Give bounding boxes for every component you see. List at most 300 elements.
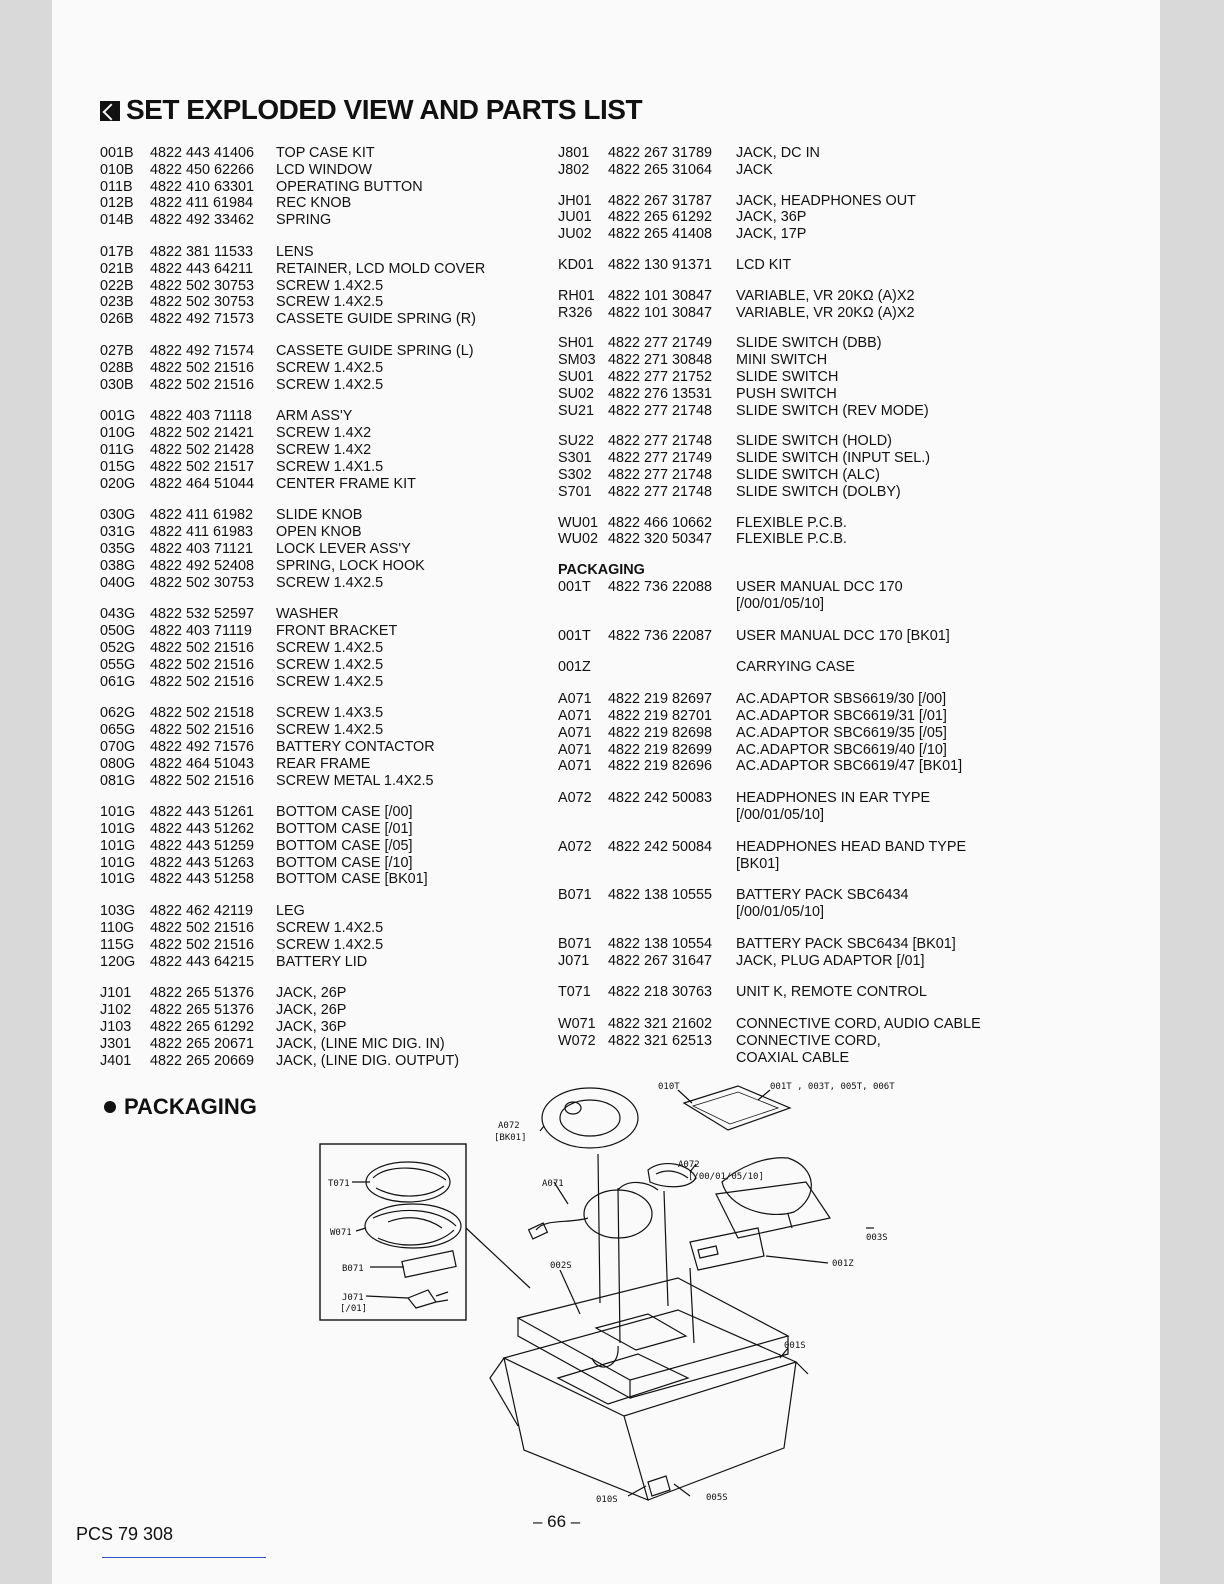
parts-group	[100, 705, 530, 789]
part-code: 4822 502 21516	[150, 639, 255, 656]
part-description: CONNECTIVE CORD,	[736, 1033, 881, 1050]
part-code: 4822 502 21516	[150, 673, 255, 690]
label-a072-bk01-variant: [BK01]	[494, 1133, 527, 1143]
part-description: SLIDE SWITCH (REV MODE)	[736, 402, 929, 419]
parts-row	[100, 623, 530, 640]
part-code: 4822 277 21749	[608, 450, 713, 467]
part-ref: 120G	[100, 953, 136, 970]
part-ref: 027B	[100, 342, 134, 359]
label-010s: 010S	[596, 1495, 618, 1505]
part-description: BOTTOM CASE [/05]	[276, 837, 413, 854]
parts-row	[558, 628, 1018, 645]
parts-row	[558, 790, 1018, 807]
part-ref: SM03	[558, 352, 596, 369]
parts-row	[558, 579, 1018, 596]
part-ref: 031G	[100, 524, 136, 541]
parts-row	[558, 162, 1018, 179]
parts-row	[558, 450, 1018, 467]
part-code: 4822 219 82698	[608, 724, 713, 741]
parts-row	[100, 575, 530, 592]
parts-row-continuation: [/00/01/05/10]	[736, 595, 825, 612]
parts-group	[558, 335, 1018, 419]
part-code: 4822 443 51263	[150, 854, 255, 871]
part-description: SCREW 1.4X2.5	[276, 574, 384, 591]
part-description: HEADPHONES HEAD BAND TYPE	[736, 838, 967, 855]
parts-group	[558, 936, 1018, 970]
part-description: JACK, 26P	[276, 1002, 347, 1019]
parts-list-left	[100, 145, 530, 1084]
part-description: CASSETE GUIDE SPRING (R)	[276, 311, 476, 328]
parts-row	[100, 705, 530, 722]
label-a072: A072	[678, 1160, 700, 1170]
part-ref: 020G	[100, 475, 136, 492]
part-description: SLIDE SWITCH (ALC)	[736, 466, 880, 483]
part-description: FRONT BRACKET	[276, 623, 398, 640]
part-ref: 043G	[100, 606, 136, 623]
part-code: 4822 219 82699	[608, 741, 713, 758]
part-code: 4822 218 30763	[608, 984, 713, 1001]
part-ref: 012B	[100, 195, 134, 212]
part-code: 4822 242 50084	[608, 838, 713, 855]
part-description: PUSH SWITCH	[736, 385, 837, 402]
parts-group	[558, 887, 1018, 921]
part-ref: SU22	[558, 433, 594, 450]
parts-row	[100, 195, 530, 212]
part-description: SCREW 1.4X2.5	[276, 294, 384, 311]
parts-row	[558, 887, 1018, 904]
part-code: 4822 443 51258	[150, 871, 255, 888]
parts-row	[100, 179, 530, 196]
part-description: CASSETE GUIDE SPRING (L)	[276, 342, 474, 359]
parts-row	[558, 335, 1018, 352]
part-code: 4822 410 63301	[150, 178, 255, 195]
carrying-case-drawing	[716, 1182, 830, 1238]
part-description: FLEXIBLE P.C.B.	[736, 531, 847, 548]
parts-row	[100, 640, 530, 657]
part-ref: 011B	[100, 178, 133, 195]
part-description: SCREW 1.4X2	[276, 425, 372, 442]
part-ref: 061G	[100, 673, 136, 690]
part-ref: B071	[558, 935, 592, 952]
part-description: SCREW 1.4X3.5	[276, 705, 384, 722]
part-code: 4822 130 91371	[608, 256, 713, 273]
parts-row	[558, 659, 1018, 676]
part-ref: J103	[100, 1019, 132, 1036]
part-description: SLIDE SWITCH (DOLBY)	[736, 483, 901, 500]
parts-group	[100, 903, 530, 970]
parts-row	[100, 360, 530, 377]
part-description: HEADPHONES IN EAR TYPE	[736, 790, 931, 807]
part-code: 4822 411 61983	[150, 524, 253, 541]
part-description: JACK, 36P	[736, 209, 807, 226]
part-code: 4822 265 41408	[608, 226, 713, 243]
parts-row	[558, 515, 1018, 532]
part-description: AC.ADAPTOR SBC6619/31 [/01]	[736, 707, 947, 724]
parts-row-continuation: [/00/01/05/10]	[736, 806, 825, 823]
parts-group	[558, 145, 1018, 179]
part-code: 4822 265 51376	[150, 1002, 255, 1019]
parts-group	[100, 804, 530, 888]
part-code: 4822 219 82696	[608, 758, 713, 775]
parts-row	[558, 484, 1018, 501]
part-ref: 101G	[100, 804, 136, 821]
part-description: OPEN KNOB	[276, 524, 362, 541]
part-description: JACK, (LINE MIC DIG. IN)	[276, 1035, 445, 1052]
part-ref: 014B	[100, 212, 134, 229]
part-code: 4822 277 21748	[608, 466, 713, 483]
label-b071: B071	[342, 1264, 364, 1274]
part-description: JACK, 17P	[736, 226, 807, 243]
part-code: 4822 321 62513	[608, 1033, 713, 1050]
part-ref: 001Z	[558, 659, 591, 676]
part-ref: 115G	[100, 936, 135, 953]
part-description: BATTERY PACK SBC6434 [BK01]	[736, 935, 956, 952]
part-code: 4822 464 51043	[150, 755, 255, 772]
parts-row	[100, 838, 530, 855]
part-description: SLIDE SWITCH (HOLD)	[736, 433, 892, 450]
part-ref: A071	[558, 741, 592, 758]
page-number: – 66 –	[533, 1512, 581, 1531]
part-description: VARIABLE, VR 20KΩ (A)X2	[736, 304, 915, 321]
part-ref: 023B	[100, 294, 134, 311]
part-description: RETAINER, LCD MOLD COVER	[276, 260, 486, 277]
part-code: 4822 462 42119	[150, 903, 253, 920]
part-code: 4822 502 21516	[150, 936, 255, 953]
label-j071: J071	[342, 1293, 364, 1303]
part-description: SCREW 1.4X2.5	[276, 722, 384, 739]
part-ref: KD01	[558, 256, 594, 273]
part-code: 4822 277 21748	[608, 433, 713, 450]
label-001s: 001S	[784, 1341, 806, 1351]
parts-row	[100, 756, 530, 773]
label-001z: 001Z	[832, 1259, 854, 1269]
parts-group	[100, 343, 530, 393]
part-code: 4822 502 21421	[150, 425, 255, 442]
label-t071: T071	[328, 1179, 350, 1189]
parts-row	[100, 871, 530, 888]
part-description: SLIDE KNOB	[276, 507, 363, 524]
label-010t: 010T	[658, 1082, 680, 1092]
parts-row-continuation: [/00/01/05/10]	[736, 904, 825, 921]
parts-row	[100, 507, 530, 524]
part-ref: 001T	[558, 578, 591, 595]
part-code: 4822 101 30847	[608, 304, 713, 321]
part-description: SCREW 1.4X2.5	[276, 376, 384, 393]
part-ref: 010B	[100, 161, 134, 178]
part-code: 4822 411 61982	[150, 507, 253, 524]
parts-row	[100, 739, 530, 756]
parts-row	[558, 467, 1018, 484]
part-ref: J301	[100, 1035, 132, 1052]
part-ref: J101	[100, 985, 132, 1002]
part-code: 4822 464 51044	[150, 475, 255, 492]
part-code: 4822 321 21602	[608, 1016, 713, 1033]
part-code: 4822 502 21516	[150, 656, 255, 673]
section-marker-icon	[100, 101, 120, 121]
parts-row	[100, 278, 530, 295]
part-code: 4822 265 51376	[150, 985, 255, 1002]
part-code: 4822 267 31789	[608, 145, 713, 161]
label-001t: 001T , 003T, 005T, 006T	[770, 1082, 895, 1092]
part-description: BOTTOM CASE [/00]	[276, 804, 413, 821]
parts-list-right-main	[558, 145, 1018, 548]
part-code: 4822 502 21516	[150, 376, 255, 393]
parts-row	[100, 954, 530, 971]
part-description: USER MANUAL DCC 170	[736, 578, 903, 595]
parts-row	[100, 343, 530, 360]
parts-row	[100, 903, 530, 920]
part-ref: 081G	[100, 772, 136, 789]
part-code: 4822 101 30847	[608, 287, 713, 304]
part-ref: 065G	[100, 722, 136, 739]
part-description: JACK, (LINE DIG. OUTPUT)	[276, 1052, 460, 1069]
label-a072-variant: [/00/01/05/10]	[688, 1172, 764, 1182]
parts-group	[558, 288, 1018, 322]
part-code: 4822 277 21748	[608, 402, 713, 419]
part-description: SPRING, LOCK HOOK	[276, 557, 425, 574]
part-description: SLIDE SWITCH	[736, 368, 839, 385]
parts-row	[100, 541, 530, 558]
part-code: 4822 277 21748	[608, 483, 713, 500]
part-description: BATTERY CONTACTOR	[276, 738, 435, 755]
part-description: AC.ADAPTOR SBC6619/40 [/10]	[736, 741, 947, 758]
packaging-section-title	[104, 1094, 257, 1120]
parts-row	[100, 377, 530, 394]
part-code: 4822 443 64215	[150, 953, 255, 970]
part-code: 4822 265 31064	[608, 161, 713, 178]
part-description: SCREW 1.4X2.5	[276, 920, 384, 937]
part-ref: 101G	[100, 871, 136, 888]
part-ref: 028B	[100, 359, 134, 376]
part-ref: JH01	[558, 192, 592, 209]
part-ref: 011G	[100, 441, 135, 458]
parts-group	[558, 691, 1018, 775]
parts-row	[558, 725, 1018, 742]
part-description: JACK, 26P	[276, 985, 347, 1002]
part-code: 4822 403 71119	[150, 623, 252, 640]
part-code: 4822 492 71576	[150, 738, 255, 755]
part-ref: 062G	[100, 705, 136, 722]
part-description: SCREW 1.4X2.5	[276, 656, 384, 673]
part-description: SCREW 1.4X1.5	[276, 458, 384, 475]
part-description: OPERATING BUTTON	[276, 178, 423, 195]
part-ref: SH01	[558, 335, 594, 352]
part-code: 4822 502 21518	[150, 705, 255, 722]
part-code: 4822 271 30848	[608, 352, 713, 369]
part-ref: 110G	[100, 920, 135, 937]
part-ref: J801	[558, 145, 590, 161]
parts-row	[100, 674, 530, 691]
part-code: 4822 502 21516	[150, 359, 255, 376]
parts-row	[100, 162, 530, 179]
part-code: 4822 265 61292	[608, 209, 713, 226]
part-ref: A071	[558, 724, 592, 741]
part-description: ARM ASS'Y	[276, 408, 353, 425]
part-ref: 038G	[100, 557, 136, 574]
parts-group	[558, 659, 1018, 676]
part-code: 4822 502 21517	[150, 458, 255, 475]
parts-group	[100, 408, 530, 492]
part-ref: W072	[558, 1033, 596, 1050]
part-code: 4822 320 50347	[608, 531, 713, 548]
part-description: JACK, 36P	[276, 1019, 347, 1036]
part-description: CENTER FRAME KIT	[276, 475, 416, 492]
page-title	[100, 94, 642, 126]
parts-row	[100, 524, 530, 541]
part-ref: JU02	[558, 226, 592, 243]
parts-row	[558, 708, 1018, 725]
part-ref: JU01	[558, 209, 592, 226]
parts-row	[558, 257, 1018, 274]
part-code: 4822 532 52597	[150, 606, 255, 623]
part-ref: 080G	[100, 755, 136, 772]
parts-row	[100, 244, 530, 261]
part-code: 4822 381 11533	[150, 243, 253, 260]
part-description: AC.ADAPTOR SBC6619/47 [BK01]	[736, 758, 963, 775]
parts-row	[100, 1019, 530, 1036]
label-a071: A071	[542, 1179, 564, 1189]
part-code: 4822 450 62266	[150, 161, 255, 178]
parts-row-continuation: COAXIAL CABLE	[736, 1049, 850, 1066]
part-ref: 101G	[100, 854, 136, 871]
part-ref: R326	[558, 304, 593, 321]
part-code: 4822 242 50083	[608, 790, 713, 807]
part-description: BATTERY PACK SBC6434	[736, 887, 909, 904]
part-ref: 010G	[100, 425, 136, 442]
part-description: JACK, PLUG ADAPTOR [/01]	[736, 952, 925, 969]
parts-row	[558, 352, 1018, 369]
part-description: USER MANUAL DCC 170 [BK01]	[736, 627, 950, 644]
parts-row	[558, 1033, 1018, 1050]
part-ref: A072	[558, 838, 592, 855]
part-ref: 052G	[100, 639, 136, 656]
part-ref: A072	[558, 790, 592, 807]
label-002s: 002S	[550, 1261, 572, 1271]
parts-group	[558, 628, 1018, 645]
part-ref: 055G	[100, 656, 136, 673]
part-ref: SU01	[558, 368, 594, 385]
parts-group	[558, 579, 1018, 613]
part-ref: 101G	[100, 837, 136, 854]
part-ref: WU01	[558, 514, 598, 531]
parts-row	[558, 288, 1018, 305]
parts-row	[100, 804, 530, 821]
part-description: TOP CASE KIT	[276, 145, 375, 161]
part-description: LEG	[276, 903, 305, 920]
part-code: 4822 138 10555	[608, 887, 713, 904]
part-description: JACK, HEADPHONES OUT	[736, 192, 916, 209]
part-code: 4822 267 31787	[608, 192, 713, 209]
part-description: FLEXIBLE P.C.B.	[736, 514, 847, 531]
part-description: VARIABLE, VR 20KΩ (A)X2	[736, 287, 915, 304]
part-code: 4822 265 61292	[150, 1019, 255, 1036]
parts-row	[558, 226, 1018, 243]
part-description: CONNECTIVE CORD, AUDIO CABLE	[736, 1016, 981, 1033]
part-ref: 040G	[100, 574, 136, 591]
part-description: AC.ADAPTOR SBC6619/35 [/05]	[736, 724, 947, 741]
part-ref: WU02	[558, 531, 598, 548]
parts-row	[100, 425, 530, 442]
parts-row	[100, 459, 530, 476]
parts-list-right	[558, 145, 1018, 1082]
part-code: 4822 502 30753	[150, 277, 255, 294]
parts-row	[100, 311, 530, 328]
label-j071-variant: [/01]	[340, 1304, 368, 1314]
part-description: SCREW METAL 1.4X2.5	[276, 772, 434, 789]
parts-group	[558, 433, 1018, 500]
parts-row	[100, 476, 530, 493]
part-code	[608, 659, 736, 676]
parts-group	[558, 257, 1018, 274]
label-w071: W071	[330, 1228, 352, 1238]
part-code: 4822 219 82701	[608, 707, 713, 724]
part-code: 4822 502 21516	[150, 920, 255, 937]
parts-row	[100, 606, 530, 623]
parts-group	[558, 1016, 1018, 1066]
part-ref: A071	[558, 691, 592, 708]
part-ref: 017B	[100, 243, 134, 260]
part-description: JACK, DC IN	[736, 145, 820, 161]
parts-row	[100, 821, 530, 838]
part-code: 4822 267 31647	[608, 952, 713, 969]
part-code: 4822 265 20671	[150, 1035, 255, 1052]
parts-row	[558, 839, 1018, 856]
part-code: 4822 138 10554	[608, 935, 713, 952]
parts-group	[100, 145, 530, 229]
parts-group	[558, 984, 1018, 1001]
part-ref: 001G	[100, 408, 136, 425]
parts-row	[100, 773, 530, 790]
parts-row	[100, 212, 530, 229]
part-ref: W071	[558, 1016, 596, 1033]
document-code: PCS 79 308	[76, 1524, 174, 1544]
parts-row	[100, 261, 530, 278]
parts-group	[100, 985, 530, 1069]
part-description: SCREW 1.4X2.5	[276, 277, 384, 294]
part-ref: 022B	[100, 277, 134, 294]
part-code: 4822 502 30753	[150, 294, 255, 311]
part-ref: 050G	[100, 623, 136, 640]
parts-row	[100, 442, 530, 459]
part-ref: S302	[558, 466, 592, 483]
part-description: SLIDE SWITCH (DBB)	[736, 335, 882, 352]
part-code: 4822 502 21428	[150, 441, 255, 458]
part-description: WASHER	[276, 606, 339, 623]
part-code: 4822 403 71118	[150, 408, 252, 425]
part-description: LENS	[276, 243, 314, 260]
parts-row	[558, 403, 1018, 420]
parts-group	[558, 193, 1018, 243]
parts-row	[100, 145, 530, 162]
part-ref: 001B	[100, 145, 134, 161]
part-ref: J102	[100, 1002, 132, 1019]
parts-row	[558, 369, 1018, 386]
parts-row	[100, 294, 530, 311]
part-description: CARRYING CASE	[736, 659, 855, 676]
part-description: REC KNOB	[276, 195, 352, 212]
part-code: 4822 277 21749	[608, 335, 713, 352]
parts-row	[558, 305, 1018, 322]
part-ref: 030B	[100, 376, 134, 393]
parts-row	[558, 531, 1018, 548]
part-ref: 021B	[100, 260, 134, 277]
parts-group	[558, 515, 1018, 549]
parts-row	[100, 657, 530, 674]
parts-row	[100, 1002, 530, 1019]
part-ref: 035G	[100, 540, 136, 557]
parts-group	[100, 507, 530, 591]
part-code: 4822 492 52408	[150, 557, 255, 574]
